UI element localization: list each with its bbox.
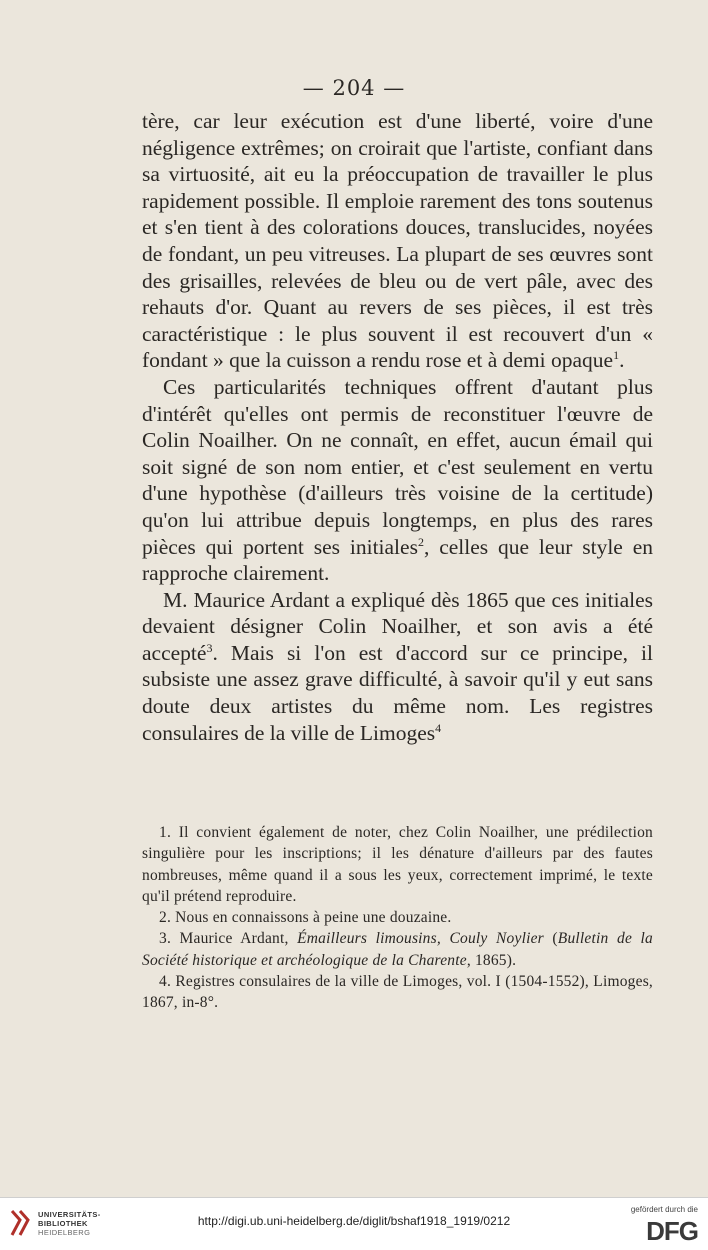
institution-name: UNIVERSITÄTS- BIBLIOTHEK HEIDELBERG (38, 1210, 101, 1237)
footnote-3: 3. Maurice Ardant, Émailleurs limousins, Couly Noylier (Bulletin de la Société historique et archéologique de la Charente, 1865). (142, 930, 654, 969)
dfg-logo: DFG (646, 1216, 698, 1246)
main-text (142, 108, 653, 746)
paragraph-3: M. Maurice Ardant a expliqué dès 1865 que ces initiales devaient désigner Colin Noailher, et son avis a été accepté$^3$. Mais si l'on est d'accord sur ce principe, il subsiste une assez grave difficulté, à savoir qu'il y eut sans doute deux artistes du même nom. Les registres consulaires de la ville de Limoges$^4$ (142, 587, 653, 745)
paragraph-2: Ces particularités techniques offrent d'autant plus d'intérêt qu'elles ont permis de reconstituer l'œuvre de Colin Noailher. On ne connaît, en effet, aucun émail qui soit signé de son nom entier, et c'est seulement en vertu d'une hypothèse (d'ailleurs très voisine de la certitude) qu'on lui attribue depuis longtemps, en plus des rares pièces qui portent ses initiales$^2$, celles que leur style en rapproche clairement. (142, 374, 653, 586)
footnote-2: 2. Nous en connaissons à peine une douzaine. (159, 909, 452, 927)
footnote-ref-4[interactable]: 4 (435, 720, 442, 735)
footnote-1: 1. Il convient également de noter, chez Colin Noailher, une prédilection singulière pour les inscriptions; il les dénature d'ailleurs par des fautes nombreuses, même quand il a sous les yeux, correctement imprimé, le texte qu'il prétend reproduire. (142, 824, 653, 905)
footnote-ref-2[interactable]: 2 (417, 534, 424, 549)
funded-by-label: gefördert durch die (630, 1205, 698, 1214)
footnote-ref-3[interactable]: 3 (206, 640, 213, 655)
footnotes (142, 822, 653, 1014)
footnote-ref-1[interactable]: 1 (613, 348, 620, 363)
paragraph-1: tère, car leur exécution est d'une liberté, voire d'une négligence extrêmes; on croirait que l'artiste, confiant dans sa virtuosité, ait eu la préoccupation de travailler le plus rapidement possible. Il emploie rarement des tons soutenus et s'en tient à des colorations douces, translucides, noyées de fondant, un peu vitreuses. La plupart de ses œuvres sont des grisailles, relevées de bleu ou de vert pâle, avec des rehauts d'or. Quant au revers de ses pièces, il est très caractéristique : le plus souvent il est recouvert d'un « fondant » que la cuisson a rendu rose et à demi opaque$^1$. (142, 109, 653, 373)
footnote-4: 4. Registres consulaires de la ville de Limoges, vol. I (1504-1552), Limoges, 1867, in-8°. (142, 973, 653, 1012)
viewer-footer (0, 1197, 708, 1250)
page-number: — 204 — (302, 76, 406, 100)
permalink-url[interactable]: http://digi.ub.uni-heidelberg.de/diglit/bshaf1918_1919/0212 (197, 1214, 511, 1228)
